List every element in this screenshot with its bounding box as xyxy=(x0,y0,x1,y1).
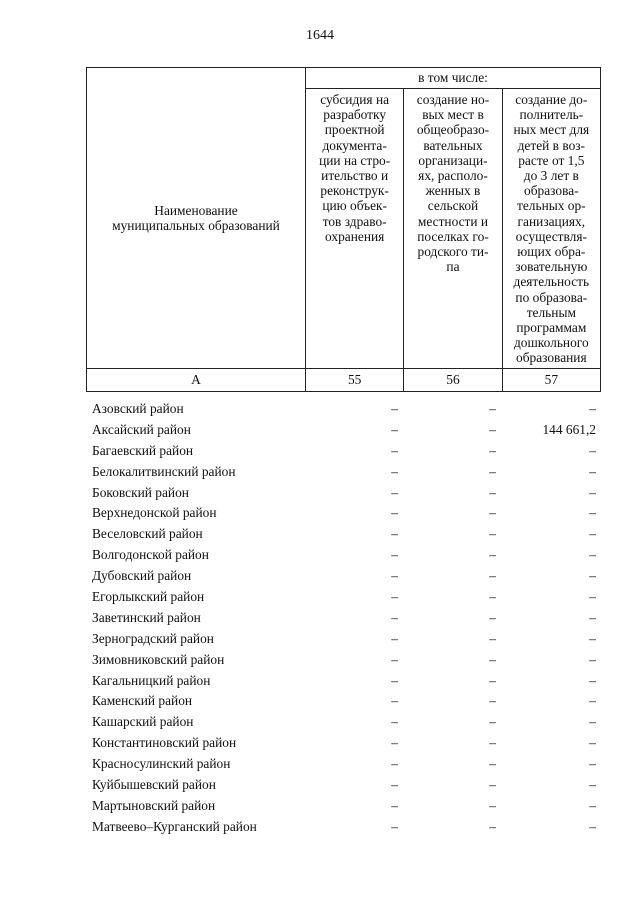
cell-56: – xyxy=(489,756,496,772)
cell-55: – xyxy=(391,401,398,416)
cell-55: – xyxy=(391,547,398,563)
table-row xyxy=(86,629,601,650)
cell-57: – xyxy=(589,526,596,542)
column-number-name: А xyxy=(87,368,306,391)
row-name: Азовский район xyxy=(92,401,184,416)
cell-56: – xyxy=(489,505,496,521)
cell-56: – xyxy=(489,693,496,709)
row-name: Веселовский район xyxy=(92,526,203,542)
column-header-including: в том числе: xyxy=(306,68,601,89)
cell-57: – xyxy=(589,568,596,584)
cell-55: – xyxy=(391,630,398,646)
cell-55: – xyxy=(391,568,398,584)
table-row xyxy=(86,587,601,608)
cell-56: – xyxy=(489,526,496,542)
table-row xyxy=(86,608,601,629)
table-row xyxy=(86,796,601,817)
cell-55: – xyxy=(391,463,398,479)
cell-56: – xyxy=(489,735,496,751)
cell-57: – xyxy=(589,672,596,688)
row-name: Зерноградский район xyxy=(92,630,214,646)
column-header-56 xyxy=(404,89,502,369)
column-number-56: 56 xyxy=(404,368,502,391)
cell-57: – xyxy=(589,735,596,751)
cell-57: – xyxy=(589,401,596,416)
table-row xyxy=(86,733,601,754)
cell-57: – xyxy=(589,505,596,521)
cell-57: – xyxy=(589,442,596,458)
cell-57: – xyxy=(589,589,596,605)
table-row xyxy=(86,712,601,733)
cell-56: – xyxy=(489,547,496,563)
table-row xyxy=(86,441,601,462)
cell-56: – xyxy=(489,568,496,584)
row-name: Зимовниковский район xyxy=(92,651,225,667)
table-row xyxy=(86,420,601,441)
cell-55: – xyxy=(391,421,398,437)
cell-56: – xyxy=(489,797,496,813)
row-name: Дубовский район xyxy=(92,568,192,584)
row-name: Боковский район xyxy=(92,484,189,500)
cell-56: – xyxy=(489,589,496,605)
cell-57: – xyxy=(589,818,596,834)
row-name: Аксайский район xyxy=(92,421,191,437)
table-header xyxy=(86,67,601,392)
table-row xyxy=(86,399,601,420)
table-row xyxy=(86,691,601,712)
column-header-55 xyxy=(306,89,404,369)
row-name: Заветинский район xyxy=(92,609,201,625)
row-name: Багаевский район xyxy=(92,442,194,458)
cell-57: – xyxy=(589,547,596,563)
cell-55: – xyxy=(391,756,398,772)
cell-57: – xyxy=(589,609,596,625)
row-name: Мартыновский район xyxy=(92,797,216,813)
table-row xyxy=(86,462,601,483)
cell-55: – xyxy=(391,484,398,500)
cell-55: – xyxy=(391,735,398,751)
cell-55: – xyxy=(391,818,398,834)
cell-55: – xyxy=(391,609,398,625)
cell-56: – xyxy=(489,630,496,646)
cell-55: – xyxy=(391,693,398,709)
table-row xyxy=(86,775,601,796)
cell-55: – xyxy=(391,651,398,667)
table-row xyxy=(86,503,601,524)
row-name: Верхнедонской район xyxy=(92,505,217,521)
cell-55: – xyxy=(391,714,398,730)
cell-55: – xyxy=(391,589,398,605)
column-header-55-text: субсидия на разработку проектной документа- ции на стро- ительство и реконструк- цию объек- тов здраво- охранения xyxy=(319,92,391,244)
cell-56: – xyxy=(489,609,496,625)
table-row xyxy=(86,650,601,671)
cell-55: – xyxy=(391,505,398,521)
cell-56: – xyxy=(489,672,496,688)
cell-56: – xyxy=(489,421,496,437)
row-name: Волгодонской район xyxy=(92,547,209,563)
table-row xyxy=(86,671,601,692)
cell-55: – xyxy=(391,777,398,793)
cell-57: – xyxy=(589,630,596,646)
table-row xyxy=(86,524,601,545)
row-name: Каменский район xyxy=(92,693,193,709)
table-row xyxy=(86,566,601,587)
column-header-57-text: создание до- полнитель- ных мест для детей в воз- расте от 1,5 до 3 лет в образова- тельных ор- ганизациях, осуществля- ющих обра- зовательную деятельность по образова- тельным программам дошкольного образования xyxy=(513,92,590,366)
column-header-name xyxy=(87,68,306,369)
table-row xyxy=(86,754,601,775)
cell-56: – xyxy=(489,714,496,730)
cell-56: – xyxy=(489,442,496,458)
cell-56: – xyxy=(489,818,496,834)
column-header-name-text: Наименование муниципальных образований xyxy=(112,203,280,234)
table-row xyxy=(86,483,601,504)
cell-57: – xyxy=(589,693,596,709)
cell-55: – xyxy=(391,526,398,542)
row-name: Кашарский район xyxy=(92,714,194,730)
column-number-57: 57 xyxy=(502,368,600,391)
cell-55: – xyxy=(391,672,398,688)
table-body xyxy=(86,399,601,838)
cell-57: – xyxy=(589,714,596,730)
cell-56: – xyxy=(489,651,496,667)
page-number: 1644 xyxy=(306,28,334,43)
cell-56: – xyxy=(489,484,496,500)
row-name: Константиновский район xyxy=(92,735,237,751)
table-row xyxy=(86,545,601,566)
cell-57: – xyxy=(589,463,596,479)
cell-56: – xyxy=(489,463,496,479)
row-name: Егорлыкский район xyxy=(92,589,205,605)
table-row xyxy=(86,817,601,838)
row-name: Белокалитвинский район xyxy=(92,463,236,479)
row-name: Матвеево–Курганский район xyxy=(92,818,257,834)
cell-57: – xyxy=(589,797,596,813)
cell-56: – xyxy=(489,401,496,416)
row-name: Красносулинский район xyxy=(92,756,231,772)
cell-55: – xyxy=(391,797,398,813)
row-name: Кагальницкий район xyxy=(92,672,211,688)
cell-57: – xyxy=(589,756,596,772)
column-header-57 xyxy=(502,89,600,369)
cell-57: 144 661,2 xyxy=(542,421,596,437)
cell-57: – xyxy=(589,651,596,667)
column-header-56-text: создание но- вых мест в общеобразо- вательных организаци- ях, располо- женных в сельской местности и поселках го- родского ти- па xyxy=(416,92,490,275)
cell-55: – xyxy=(391,442,398,458)
row-name: Куйбышевский район xyxy=(92,777,216,793)
cell-57: – xyxy=(589,484,596,500)
column-number-55: 55 xyxy=(306,368,404,391)
cell-57: – xyxy=(589,777,596,793)
cell-56: – xyxy=(489,777,496,793)
